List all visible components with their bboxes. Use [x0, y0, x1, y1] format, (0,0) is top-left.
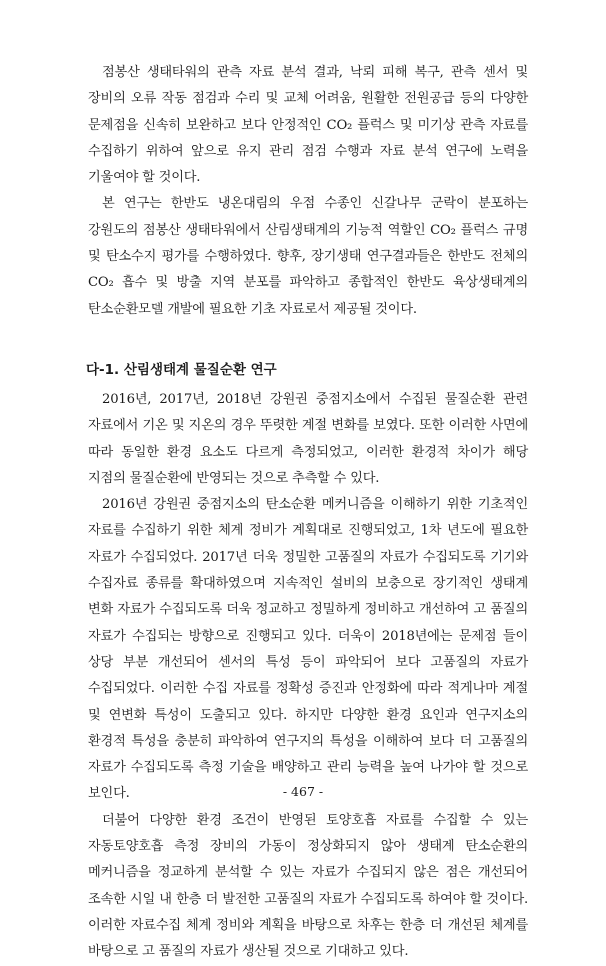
- document-body: [88, 60, 528, 966]
- section-heading: 다-1. 산림생태계 물질순환 연구: [86, 361, 277, 378]
- body-paragraph: 2016년, 2017년, 2018년 강원권 중점지소에서 수집된 물질순환 관련 자료에서 기온 및 지온의 경우 뚜렷한 계절 변화를 보였다. 또한 이러한 사면에 따라 동일한 환경 요소도 다르게 측정되었고, 이러한 환경적 차이가 해당 지점의 물질순환에 반영되는 것으로 추측할 수 있다.: [88, 391, 528, 486]
- body-paragraph: 더불어 다양한 환경 조건이 반영된 토양호흡 자료를 수집할 수 있는 자동토양호흡 측정 장비의 가동이 정상화되지 않아 생태계 탄소순환의 메커니즘을 정교하게 분석할 수 있는 자료가 수집되지 않은 점은 개선되어 조속한 시일 내 한층 더 발전한 고품질의 자료가 수집되도록 하여야 할 것이다. 이러한 자료수집 체계 정비와 계획을 바탕으로 차후는 한층 더 개선된 체계를 바탕으로 고 품질의 자료가 생산될 것으로 기대하고 있다.: [88, 812, 528, 960]
- body-paragraph: 점봉산 생태타워의 관측 자료 분석 결과, 낙뢰 피해 복구, 관측 센서 및 장비의 오류 작동 점검과 수리 및 교체 어려움, 원활한 전원공급 등의 다양한 문제점을 신속히 보완하고 보다 안정적인 CO₂ 플럭스 및 미기상 관측 자료를 수집하기 위하여 앞으로 유지 관리 점검 수행과 자료 분석 연구에 노력을 기울여야 할 것이다.: [88, 65, 528, 186]
- page-number: - 467 -: [282, 784, 324, 799]
- body-paragraph: 본 연구는 한반도 냉온대림의 우점 수종인 신갈나무 군락이 분포하는 강원도의 점봉산 생태타워에서 산림생태계의 기능적 역할인 CO₂ 플럭스 규명 및 탄소수지 평가를 수행하였다. 향후, 장기생태 연구결과들은 한반도 전체의 CO₂ 흡수 및 방출 지역 분포를 파악하고 종합적인 한반도 육상생태계의 탄소순환모델 개발에 필요한 기초 자료로서 제공될 것이다.: [88, 196, 528, 317]
- body-paragraph: 2016년 강원권 중점지소의 탄소순환 메커니즘을 이해하기 위한 기초적인 자료를 수집하기 위한 체계 정비가 계획대로 진행되었고, 1차 년도에 필요한 자료가 수집되었다. 2017년 더욱 정밀한 고품질의 자료가 수집되도록 기기와 수집자료 종류를 확대하였으며 지속적인 설비의 보충으로 장기적인 생태계 변화 자료가 수집되도록 더욱 정교하고 정밀하게 정비하고 개선하여 고 품질의 자료가 수집되는 방향으로 진행되고 있다. 더욱이 2018년에는 문제점 들이 상당 부분 개선되어 센서의 특성 등이 파악되어 보다 고품질의 자료가 수집되었다. 이러한 수집 자료를 정확성 증진과 안정화에 따라 적게나마 계절 및 연변화 특성이 도출되고 있다. 하지만 다양한 환경 요인과 연구지소의 환경적 특성을 충분히 파악하여 연구지의 특성을 이해하여 보다 더 고품질의 자료가 수집되도록 측정 기술을 배양하고 관리 능력을 높여 나가야 할 것으로 보인다.: [88, 497, 528, 802]
